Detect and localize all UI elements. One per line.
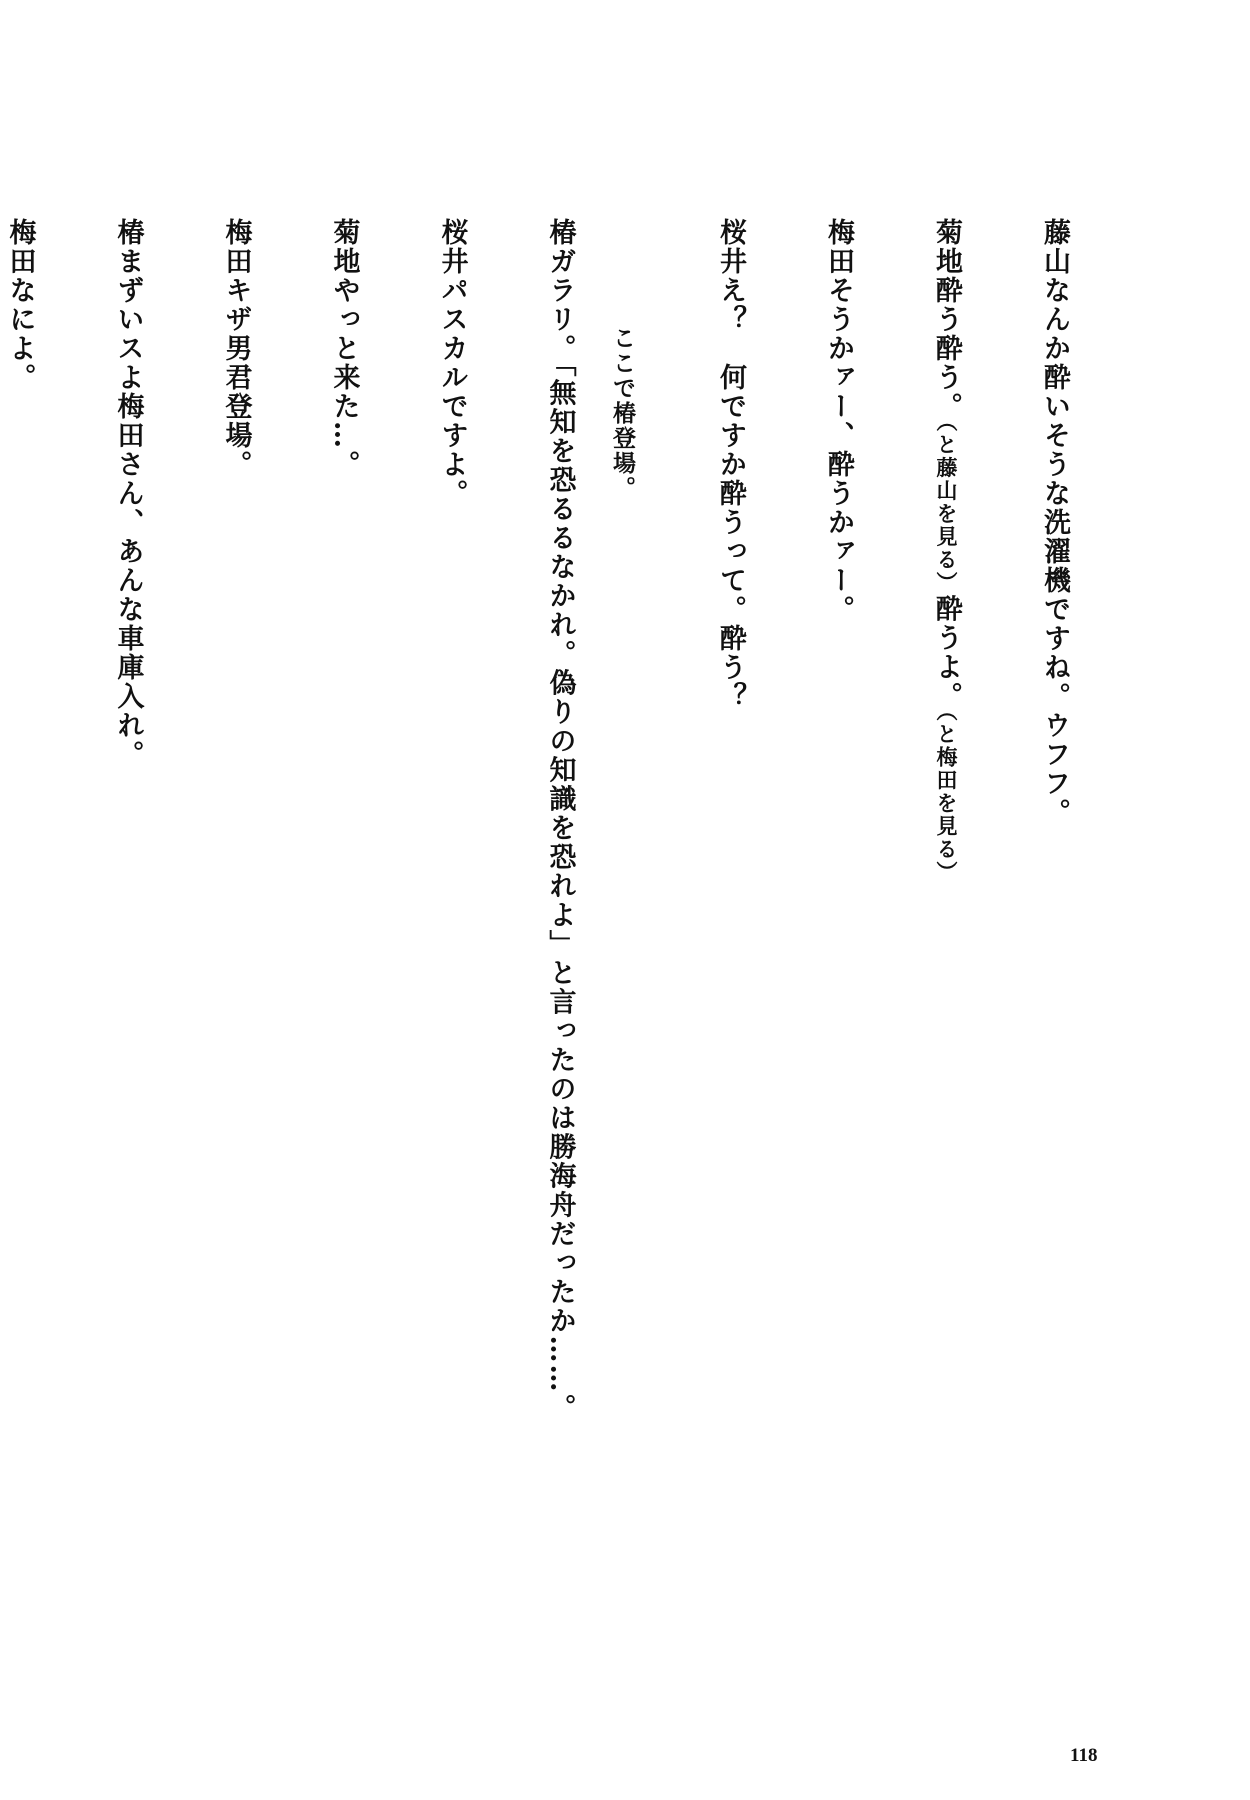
speaker-name: 桜井 (715, 218, 746, 276)
dialogue-line (653, 218, 761, 1618)
speaker-name: 菊地 (328, 218, 360, 276)
dialogue-line (51, 218, 159, 1618)
page-number: 118 (1070, 1745, 1098, 1766)
dialogue-text: キザ男君登場。 (220, 276, 252, 479)
stage-direction-line: ここで椿登場。 (609, 326, 636, 501)
speaker-name: 桜井 (436, 218, 468, 276)
speaker-name: 菊地 (931, 218, 962, 276)
dialogue-text: なんか酔いそうな洗濯機ですね。ウフフ。 (1039, 276, 1070, 827)
speaker-name: 梅田 (823, 218, 854, 276)
dialogue-line (977, 218, 1085, 1618)
dialogue-text: まずいスよ梅田さん、あんな車庫入れ。 (112, 247, 144, 769)
dialogue-line (375, 218, 483, 1618)
speaker-name: 梅田 (220, 218, 252, 276)
dialogue-text: 酔う酔う。 (931, 276, 962, 421)
speaker-name: 梅田 (4, 218, 36, 276)
dialogue-line (483, 218, 591, 1618)
dialogue-text: パスカルですよ。 (436, 276, 468, 508)
dialogue-line (869, 218, 977, 1618)
dialogue-line (761, 218, 869, 1618)
dialogue-text: そうかァー、酔うかァー。 (823, 276, 854, 624)
speaker-name: 藤山 (1039, 218, 1070, 276)
dialogue-line (159, 218, 267, 1618)
dialogue-text: なによ。 (4, 276, 36, 392)
stage-direction: （と藤山を見る） (934, 421, 959, 595)
stage-direction: （と梅田を見る） (934, 710, 959, 884)
dialogue-text: ガラリ。「無知を恐るるなかれ。偽りの知識を恐れよ」と言ったのは勝海舟だったか……。 (544, 247, 576, 1423)
speaker-name: 椿 (544, 218, 576, 247)
dialogue-text: え？ 何ですか酔うって。酔う？ (715, 276, 746, 711)
script-body (0, 218, 1085, 1618)
dialogue-text: やっと来た…。 (328, 276, 360, 479)
dialogue-line (267, 218, 375, 1618)
dialogue-line (0, 218, 51, 1618)
speaker-name: 椿 (112, 218, 144, 247)
dialogue-text: 酔うよ。 (931, 594, 962, 711)
